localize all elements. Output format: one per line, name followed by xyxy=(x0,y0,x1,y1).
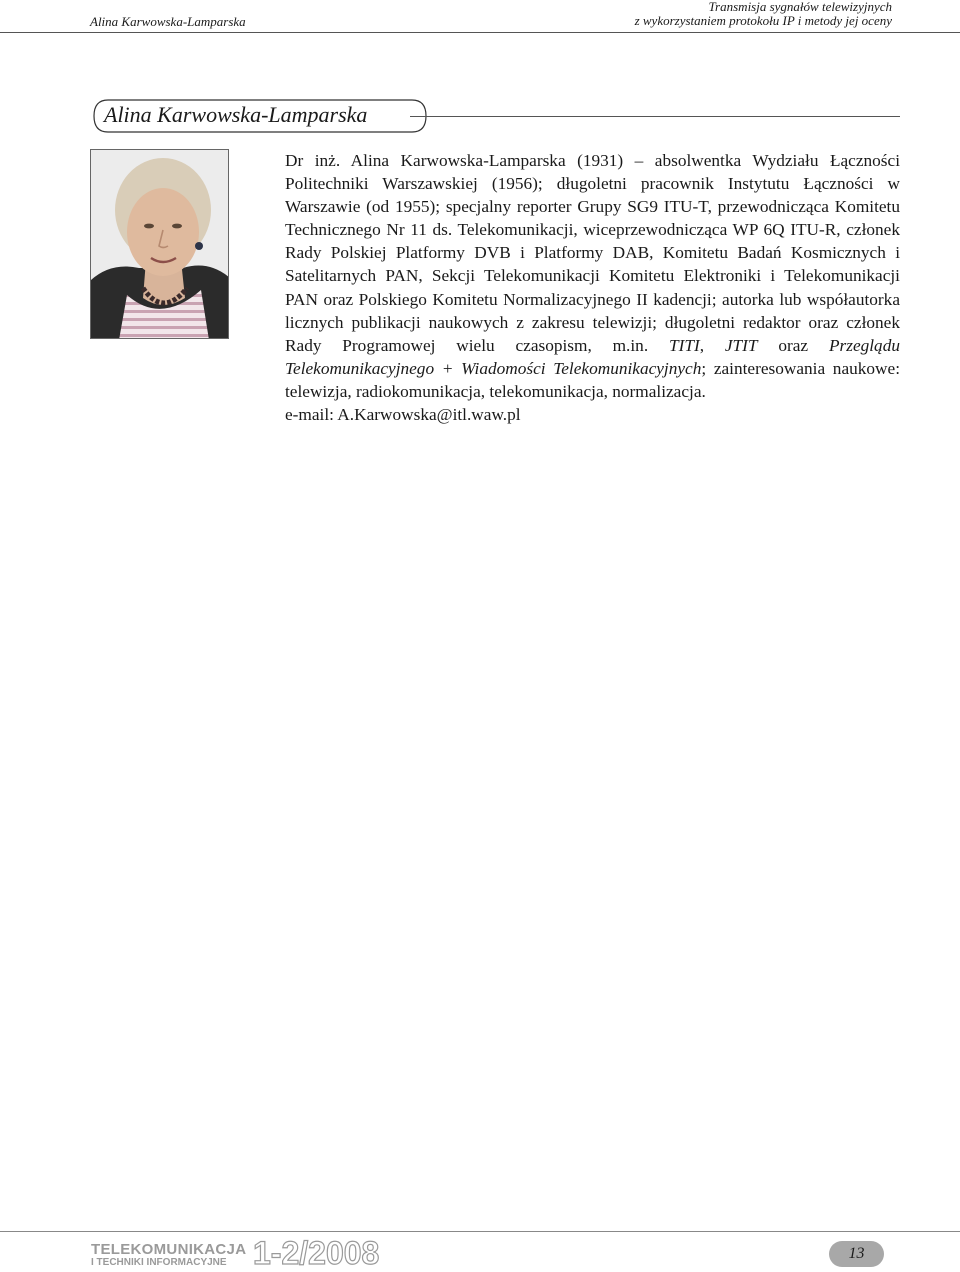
biography-paragraph xyxy=(285,149,900,426)
header-title-line1: Transmisja sygnałów telewizyjnych xyxy=(708,0,892,14)
running-header xyxy=(0,0,960,34)
header-title-line2: z wykorzystaniem protokołu IP i metody jej oceny xyxy=(634,13,892,28)
header-rule xyxy=(0,32,960,33)
journal-jtit: JTIT xyxy=(724,335,758,355)
issue-number: 1-2/2008 xyxy=(253,1235,380,1271)
author-biography xyxy=(285,149,900,426)
author-portrait xyxy=(90,149,229,339)
page-number: 13 xyxy=(829,1241,884,1267)
footer-rule xyxy=(0,1231,960,1232)
header-author: Alina Karwowska-Lamparska xyxy=(90,14,246,29)
header-title xyxy=(635,0,892,28)
author-heading-rule xyxy=(410,116,900,117)
page-footer xyxy=(0,1225,960,1271)
biography-separator: , xyxy=(699,335,725,355)
author-heading-tab xyxy=(90,98,430,134)
author-email: e-mail: A.Karwowska@itl.waw.pl xyxy=(285,405,521,425)
journal-przeglad: Przeglądu Telekomunikacyjnego + Wiadomości Telekomunikacyjnych xyxy=(285,335,900,378)
journal-subtitle: I TECHNIKI INFORMACYJNE xyxy=(91,1257,227,1268)
journal-titi: TITI xyxy=(668,335,700,355)
biography-text: Dr inż. Alina Karwowska-Lamparska (1931) – absolwentka Wydziału Łączności Politechniki Warszawskiej (1956); długoletni pracownik Instytutu Łączności w Warszawie (od 1955); specjalny reporter Grupy SG9 ITU-T, przewodnicząca Komitetu Technicznego Nr 11 ds. Telekomunikacji, wiceprzewodnicząca WP 6Q ITU-R, członek Rady Polskiej Platformy DVB i Platformy DAB, Komitetu Badań Kosmicznych i Satelitarnych PAN, Sekcji Telekomunikacji Komitetu Elektroniki i Telekomunikacji PAN oraz Polskiego Komitetu Normalizacyjnego II kadencji; autorka lub współautorka licznych publikacji naukowych z zakresu telewizji; długoletni redaktor oraz członek Rady Programowej wielu czasopism, m.in. xyxy=(285,151,900,355)
biography-text-end: ; zainteresowania naukowe: telewizja, radiokomunikacja, telekomunikacja, normalizacja. xyxy=(285,358,900,401)
biography-separator: oraz xyxy=(757,335,829,355)
portrait-image xyxy=(91,150,229,339)
author-heading: Alina Karwowska-Lamparska xyxy=(104,102,368,127)
journal-name: TELEKOMUNIKACJA xyxy=(91,1241,247,1258)
